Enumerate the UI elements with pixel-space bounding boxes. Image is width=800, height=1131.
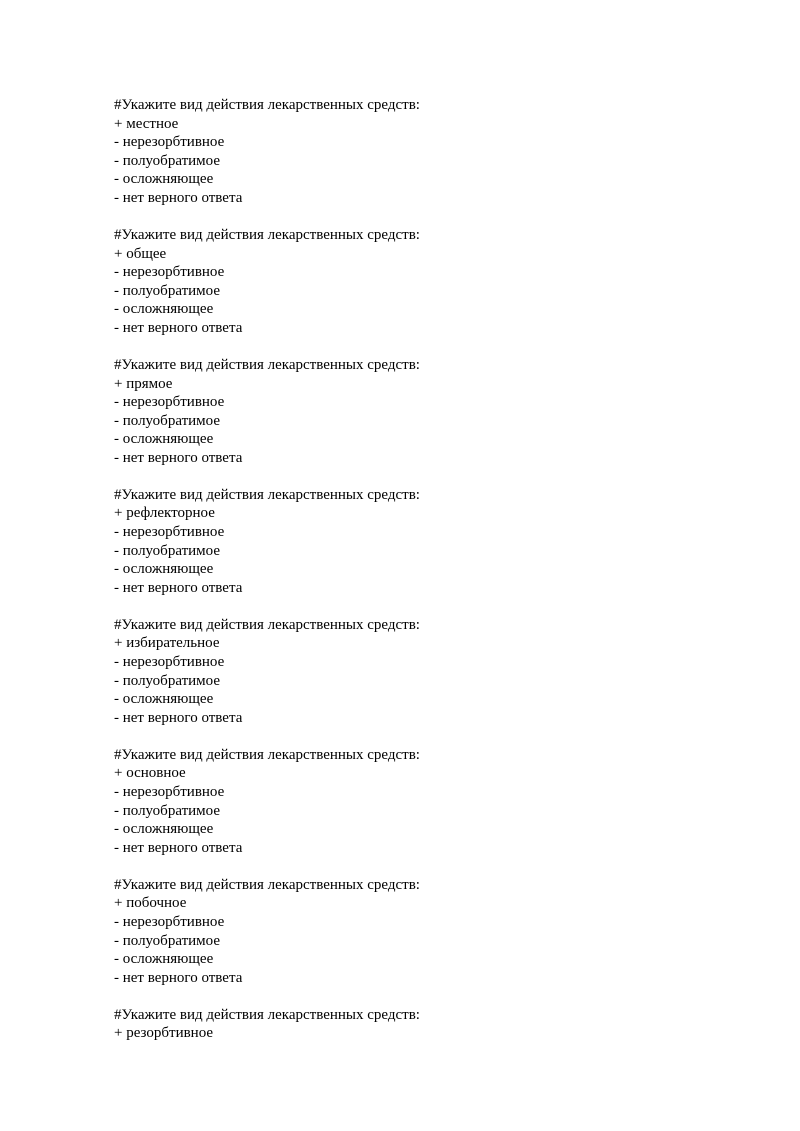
question-block (114, 1006, 754, 1043)
answer-option: + основное (114, 765, 186, 782)
answer-option: - осложняющее (114, 691, 214, 708)
answer-option: + местное (114, 115, 179, 132)
answer-option: - нерезорбтивное (114, 783, 225, 800)
answer-option: - полуобратимое (114, 282, 221, 299)
answer-option: - нет верного ответа (114, 319, 243, 336)
question-block (114, 226, 754, 338)
question-prompt: #Укажите вид действия лекарственных средств: (114, 1006, 420, 1023)
document-page (114, 96, 754, 1061)
question-prompt: #Укажите вид действия лекарственных средств: (114, 226, 420, 243)
answer-option: - нерезорбтивное (114, 264, 225, 281)
answer-option: - нет верного ответа (114, 449, 243, 466)
question-block (114, 746, 754, 858)
answer-option: - осложняющее (114, 821, 214, 838)
question-prompt: #Укажите вид действия лекарственных средств: (114, 97, 420, 113)
answer-option: - осложняющее (114, 951, 214, 968)
answer-option: - полуобратимое (114, 412, 221, 429)
answer-option: - осложняющее (114, 431, 214, 448)
answer-option: - полуобратимое (114, 672, 221, 689)
question-block (114, 486, 754, 598)
answer-option: - нет верного ответа (114, 839, 243, 856)
answer-option: + рефлекторное (114, 505, 215, 522)
answer-option: + прямое (114, 375, 173, 392)
answer-option: - нет верного ответа (114, 189, 243, 206)
question-prompt: #Укажите вид действия лекарственных средств: (114, 876, 420, 893)
question-block (114, 616, 754, 728)
question-block (114, 96, 754, 208)
answer-option: - осложняющее (114, 561, 214, 578)
answer-option: - нерезорбтивное (114, 654, 225, 670)
question-block (114, 876, 754, 988)
answer-option: + резорбтивное (114, 1025, 214, 1042)
answer-option: - нерезорбтивное (114, 394, 225, 411)
answer-option: - нерезорбтивное (114, 913, 225, 930)
answer-option: - нет верного ответа (114, 709, 243, 726)
answer-option: - осложняющее (114, 301, 214, 318)
answer-option: - полуобратимое (114, 542, 221, 559)
answer-option: - нет верного ответа (114, 969, 243, 986)
question-prompt: #Укажите вид действия лекарственных средств: (114, 746, 420, 763)
answer-option: - осложняющее (114, 171, 214, 188)
answer-option: - нет верного ответа (114, 579, 243, 596)
answer-option: - полуобратимое (114, 152, 221, 169)
answer-option: + общее (114, 245, 167, 262)
answer-option: - нерезорбтивное (114, 134, 225, 151)
question-prompt: #Укажите вид действия лекарственных средств: (114, 356, 420, 373)
answer-option: - нерезорбтивное (114, 524, 225, 541)
question-prompt: #Укажите вид действия лекарственных средств: (114, 486, 420, 503)
question-block (114, 356, 754, 468)
question-prompt: #Укажите вид действия лекарственных средств: (114, 616, 420, 633)
answer-option: + избирательное (114, 635, 220, 652)
answer-option: - полуобратимое (114, 932, 221, 949)
answer-option: + побочное (114, 895, 187, 912)
answer-option: - полуобратимое (114, 802, 221, 819)
